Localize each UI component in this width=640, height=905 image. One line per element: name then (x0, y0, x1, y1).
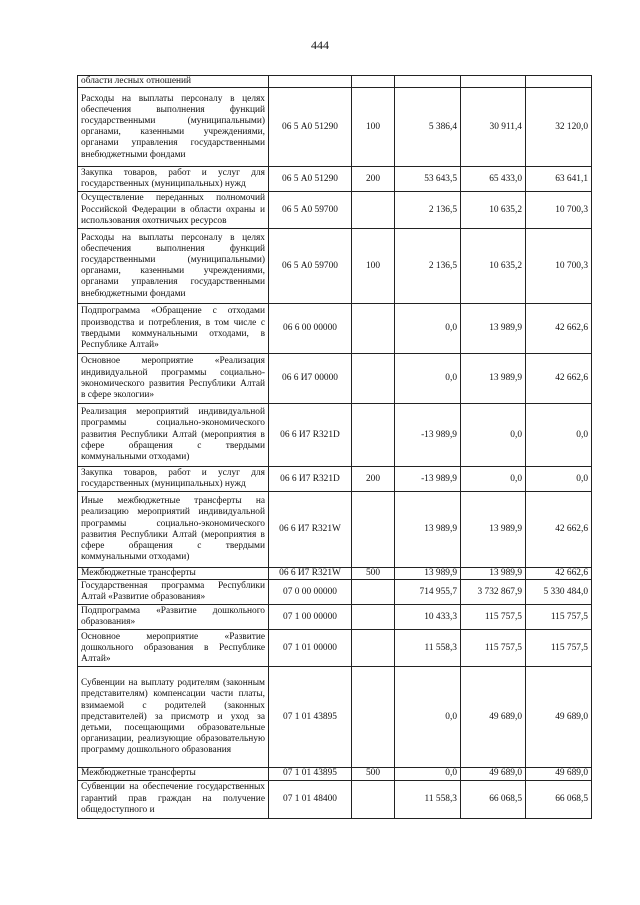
table-row (78, 580, 592, 605)
row-name: Расходы на выплаты персоналу в целях обеспечения выполнения функций государственными (муниципальными) органами, казенными учреждениями, органами управления государственными внебюджетными фондами (78, 88, 269, 167)
row-code: 06 6 И7 00000 (269, 354, 352, 404)
row-value-1: 714 955,7 (395, 580, 461, 605)
table-row (78, 768, 592, 780)
table-row (78, 88, 592, 167)
row-name: Закупка товаров, работ и услуг для государственных (муниципальных) нужд (78, 467, 269, 492)
row-expense-type (352, 667, 395, 768)
table-row (78, 76, 592, 88)
table-row (78, 605, 592, 630)
row-value-1: 11 558,3 (395, 780, 461, 818)
row-value-1: -13 989,9 (395, 467, 461, 492)
row-value-3: 5 330 484,0 (526, 580, 592, 605)
row-code: 06 5 А0 59700 (269, 229, 352, 304)
row-name: Расходы на выплаты персоналу в целях обеспечения выполнения функций государственными (муниципальными) органами, казенными учреждениями, органами управления государственными внебюджетными фондами (78, 229, 269, 304)
table-row (78, 354, 592, 404)
row-value-3: 115 757,5 (526, 605, 592, 630)
row-name: Закупка товаров, работ и услуг для государственных (муниципальных) нужд (78, 167, 269, 192)
row-expense-type: 200 (352, 167, 395, 192)
row-name: Иные межбюджетные трансферты на реализацию мероприятий индивидуальной программы социально-экономического развития Республики Алтай (мероприятия в сфере обращения с твердыми коммунальными отходами) (78, 492, 269, 568)
row-value-1: 53 643,5 (395, 167, 461, 192)
table-row (78, 780, 592, 818)
row-value-3: 10 700,3 (526, 229, 592, 304)
budget-table-body (78, 76, 592, 819)
table-row (78, 568, 592, 580)
row-expense-type (352, 304, 395, 354)
row-name: Основное мероприятие «Развитие дошкольного образования в Республике Алтай» (78, 630, 269, 667)
row-expense-type: 100 (352, 88, 395, 167)
row-name: Подпрограмма «Обращение с отходами производства и потребления, в том числе с твердыми коммунальными отходами, в Республике Алтай» (78, 304, 269, 354)
row-name: Субвенции на обеспечение государственных гарантий прав граждан на получение общедоступного и (78, 780, 269, 818)
table-row (78, 192, 592, 229)
row-expense-type (352, 630, 395, 667)
row-value-1: 0,0 (395, 304, 461, 354)
row-value-2: 0,0 (461, 467, 526, 492)
row-code: 06 6 И7 R321D (269, 404, 352, 467)
row-value-3: 63 641,1 (526, 167, 592, 192)
table-row (78, 667, 592, 768)
row-value-3: 115 757,5 (526, 630, 592, 667)
row-expense-type: 100 (352, 229, 395, 304)
row-value-3: 49 689,0 (526, 667, 592, 768)
row-expense-type: 500 (352, 568, 395, 580)
row-value-3: 66 068,5 (526, 780, 592, 818)
row-code: 06 5 А0 51290 (269, 167, 352, 192)
page-number: 444 (311, 38, 329, 52)
row-value-2: 0,0 (461, 404, 526, 467)
row-value-2: 13 989,9 (461, 568, 526, 580)
row-value-2 (461, 76, 526, 88)
row-value-2: 13 989,9 (461, 304, 526, 354)
row-expense-type (352, 580, 395, 605)
table-row (78, 467, 592, 492)
row-value-1: 2 136,5 (395, 229, 461, 304)
row-value-2: 49 689,0 (461, 667, 526, 768)
row-value-1: 13 989,9 (395, 492, 461, 568)
row-value-2: 13 989,9 (461, 492, 526, 568)
row-expense-type (352, 780, 395, 818)
row-value-2: 115 757,5 (461, 605, 526, 630)
table-row (78, 404, 592, 467)
row-expense-type: 200 (352, 467, 395, 492)
row-code: 06 5 А0 51290 (269, 88, 352, 167)
row-name: Межбюджетные трансферты (78, 768, 269, 780)
table-row (78, 304, 592, 354)
row-code: 06 6 И7 R321W (269, 492, 352, 568)
row-expense-type (352, 76, 395, 88)
row-value-3: 42 662,6 (526, 304, 592, 354)
row-name: Подпрограмма «Развитие дошкольного образования» (78, 605, 269, 630)
row-code: 07 1 01 43895 (269, 768, 352, 780)
row-expense-type (352, 492, 395, 568)
row-value-3: 49 689,0 (526, 768, 592, 780)
row-name: области лесных отношений (78, 76, 269, 88)
row-code (269, 76, 352, 88)
table-row (78, 492, 592, 568)
row-code: 07 1 01 00000 (269, 630, 352, 667)
row-expense-type (352, 605, 395, 630)
row-code: 06 6 00 00000 (269, 304, 352, 354)
row-value-3: 42 662,6 (526, 492, 592, 568)
row-value-1: 11 558,3 (395, 630, 461, 667)
row-expense-type: 500 (352, 768, 395, 780)
row-value-1: 2 136,5 (395, 192, 461, 229)
table-row (78, 630, 592, 667)
table-row (78, 167, 592, 192)
row-name: Основное мероприятие «Реализация индивидуальной программы социально-экономического развития Республики Алтай в сфере экологии» (78, 354, 269, 404)
row-value-1: 0,0 (395, 667, 461, 768)
row-value-3: 42 662,6 (526, 568, 592, 580)
row-value-2: 13 989,9 (461, 354, 526, 404)
budget-table (77, 75, 592, 819)
row-code: 07 1 01 48400 (269, 780, 352, 818)
row-code: 07 0 00 00000 (269, 580, 352, 605)
row-value-2: 30 911,4 (461, 88, 526, 167)
row-value-3: 0,0 (526, 404, 592, 467)
row-value-2: 10 635,2 (461, 192, 526, 229)
row-value-2: 49 689,0 (461, 768, 526, 780)
row-value-1: 0,0 (395, 354, 461, 404)
row-name: Межбюджетные трансферты (78, 568, 269, 580)
row-expense-type (352, 404, 395, 467)
row-code: 06 6 И7 R321W (269, 568, 352, 580)
row-name: Субвенции на выплату родителям (законным представителям) компенсации части платы, взимаемой с родителей (законных представителей) за присмотр и уход за детьми, посещающими образовательные организации, реализующие образовательную программу дошкольного образования (78, 667, 269, 768)
row-value-2: 115 757,5 (461, 630, 526, 667)
row-name: Осуществление переданных полномочий Российской Федерации в области охраны и использования охотничьих ресурсов (78, 192, 269, 229)
row-value-1: 0,0 (395, 768, 461, 780)
row-value-1: 5 386,4 (395, 88, 461, 167)
row-value-2: 65 433,0 (461, 167, 526, 192)
row-value-2: 10 635,2 (461, 229, 526, 304)
table-row (78, 229, 592, 304)
row-code: 07 1 01 43895 (269, 667, 352, 768)
row-value-2: 3 732 867,9 (461, 580, 526, 605)
row-expense-type (352, 192, 395, 229)
row-value-3: 10 700,3 (526, 192, 592, 229)
row-code: 07 1 00 00000 (269, 605, 352, 630)
row-value-1 (395, 76, 461, 88)
row-expense-type (352, 354, 395, 404)
row-value-3: 42 662,6 (526, 354, 592, 404)
row-value-1: 10 433,3 (395, 605, 461, 630)
row-name: Государственная программа Республики Алтай «Развитие образования» (78, 580, 269, 605)
row-value-3 (526, 76, 592, 88)
row-code: 06 5 А0 59700 (269, 192, 352, 229)
row-value-3: 0,0 (526, 467, 592, 492)
row-name: Реализация мероприятий индивидуальной программы социально-экономического развития Республики Алтай (мероприятия в сфере обращения с твердыми коммунальными отходами) (78, 404, 269, 467)
row-code: 06 6 И7 R321D (269, 467, 352, 492)
row-value-2: 66 068,5 (461, 780, 526, 818)
row-value-1: -13 989,9 (395, 404, 461, 467)
row-value-3: 32 120,0 (526, 88, 592, 167)
row-value-1: 13 989,9 (395, 568, 461, 580)
